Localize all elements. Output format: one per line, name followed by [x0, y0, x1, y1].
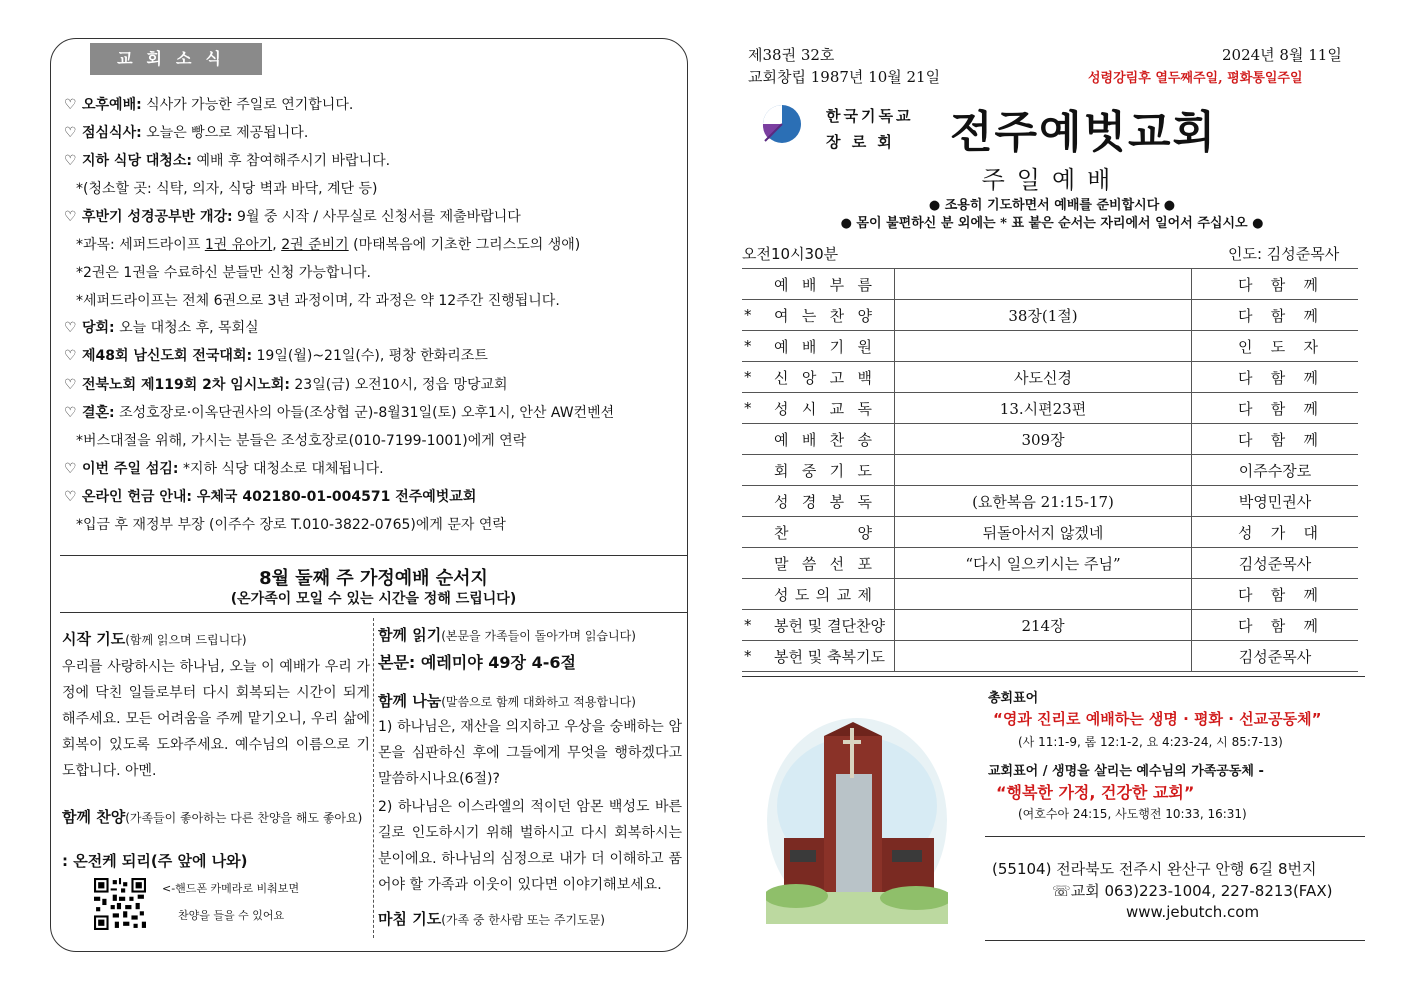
order-star: [742, 486, 760, 517]
share-title: 함께 나눔: [378, 692, 442, 710]
order-star: *: [742, 300, 760, 331]
order-item-char: 예: [774, 337, 789, 356]
order-who-cell: [1192, 455, 1359, 486]
order-item-char: 교: [829, 399, 845, 418]
order-star: *: [742, 393, 760, 424]
order-item-char: 양: [857, 523, 872, 542]
order-who-cell: [1192, 548, 1359, 579]
share-question-1: 1) 하나님은, 재산을 의지하고 우상을 숭배하는 암몬을 심판하신 후에 그들에게 무엇을 행하겠다고 말씀하시나요(6절)?: [378, 719, 682, 787]
order-row: [742, 331, 1358, 362]
news-item-label: 이번 주일 섬김:: [82, 461, 179, 477]
order-who-char: 다: [1238, 275, 1253, 294]
order-item-char: 제: [857, 585, 872, 604]
order-item-char: 의: [815, 585, 831, 604]
divider: [985, 940, 1365, 941]
order-item-name: [760, 491, 894, 512]
order-content: [895, 641, 1192, 672]
order-who-char: 가: [1270, 523, 1286, 542]
order-content: 309장: [895, 424, 1192, 455]
hymn-heading: [62, 804, 370, 831]
news-item-text: *지하 식당 대청소로 대체됩니다.: [178, 461, 384, 477]
order-star: [742, 424, 760, 455]
order-who-char: 함: [1270, 368, 1286, 387]
news-item-text: 예배 후 참여해주시기 바랍니다.: [192, 153, 391, 169]
order-of-service-table: [742, 268, 1358, 672]
church-motto-reference: (여호수아 24:15, 사도행전 10:33, 16:31): [1018, 807, 1247, 821]
order-who: [1192, 615, 1358, 636]
reading-heading: [378, 622, 682, 649]
service-leader: 인도: 김성준목사: [1228, 245, 1340, 263]
order-item-name: [760, 460, 894, 481]
order-item-char: 성: [774, 492, 789, 511]
order-content: 214장: [895, 610, 1192, 641]
order-item-char: 백: [857, 368, 872, 387]
news-sub-text: (마태복음에 기초한 그리스도의 생애): [348, 237, 581, 253]
order-who-char: 께: [1303, 399, 1318, 418]
order-row: [742, 610, 1358, 641]
denomination-name: [826, 103, 913, 155]
order-row: [742, 579, 1358, 610]
news-sub-text: ,: [272, 237, 282, 253]
order-item-char: 는: [801, 306, 817, 325]
news-item-label: 오후예배:: [82, 97, 142, 113]
news-item: [76, 290, 560, 310]
order-who: [1192, 584, 1358, 605]
order-who-char: 다: [1238, 368, 1253, 387]
denomination-logo-icon: [761, 103, 803, 145]
order-row: [742, 641, 1358, 672]
order-item-char: 배: [801, 430, 817, 449]
news-item-label: 제48회 남신도회 전국대회:: [82, 348, 253, 364]
bulletin-date: 2024년 8월 11일: [1222, 46, 1342, 64]
general-motto: “영과 진리로 예배하는 생명 · 평화 · 선교공동체”: [993, 710, 1322, 728]
divider: [742, 676, 1365, 677]
heart-icon: ♡: [64, 209, 77, 225]
news-item: [64, 206, 521, 226]
order-who-char: 다: [1238, 430, 1253, 449]
qr-note-1: <-핸드폰 카메라로 비춰보면: [162, 882, 300, 895]
order-item-char: 앙: [801, 368, 817, 387]
share-note: (말씀으로 함께 대화하고 적용합니다): [441, 695, 636, 709]
order-who: [1192, 367, 1358, 388]
column-divider: [373, 618, 374, 938]
order-who-cell: [1192, 517, 1359, 548]
order-who-cell: [1192, 486, 1359, 517]
order-who-cell: [1192, 331, 1359, 362]
order-item-cell: [760, 331, 895, 362]
order-item-char: 양: [857, 306, 872, 325]
volume-number: 제38권 32호: [748, 46, 835, 64]
order-who: 이주수장로: [1238, 461, 1312, 480]
news-item-text: 9월 중 시작 / 사무실로 신청서를 제출바랍니다: [232, 209, 521, 225]
news-item: [64, 458, 384, 478]
news-item: [64, 345, 488, 365]
news-item: [64, 402, 614, 422]
order-item-char: 독: [857, 492, 872, 511]
heart-icon: ♡: [64, 97, 77, 113]
church-website[interactable]: www.jebutch.com: [1126, 903, 1260, 921]
heart-icon: ♡: [64, 153, 77, 169]
news-item: [76, 234, 580, 254]
heart-icon: ♡: [64, 377, 77, 393]
general-motto-label: 총회표어: [988, 691, 1039, 706]
order-item-cell: [760, 269, 895, 300]
order-who-char: 인: [1238, 337, 1253, 356]
order-item-char: 도: [794, 585, 810, 604]
order-star: [742, 579, 760, 610]
order-item-cell: [760, 393, 895, 424]
order-row: [742, 269, 1358, 300]
founded-date: 교회창립 1987년 10월 21일: [748, 68, 941, 86]
order-item-name: 봉헌 및 축복기도: [774, 647, 885, 666]
share-question-2: 2) 하나님은 이스라엘의 적이던 암몬 백성도 바른 길로 인도하시기 위해 벌하시고 다시 회복하시는 분이에요. 하나님의 심정으로 내가 더 이해하고 품어야 할 가족과 이웃이 있다면 이야기해보세요.: [378, 799, 682, 893]
order-who-char: 께: [1303, 275, 1318, 294]
order-item-cell: [760, 300, 895, 331]
liturgical-sunday: 성령강림후 열두째주일, 평화통일주일: [1088, 71, 1303, 86]
order-who: [1192, 429, 1358, 450]
order-who-char: 께: [1303, 430, 1318, 449]
order-item-name: [760, 367, 894, 388]
order-row: [742, 424, 1358, 455]
order-item-name: [760, 305, 894, 326]
order-who-cell: [1192, 362, 1359, 393]
order-who-cell: [1192, 424, 1359, 455]
order-item-char: 여: [774, 306, 789, 325]
order-item-char: 포: [857, 554, 872, 573]
order-item-name: [760, 522, 894, 543]
news-item: [76, 262, 371, 282]
order-row: [742, 455, 1358, 486]
order-row: [742, 517, 1358, 548]
order-star: [742, 548, 760, 579]
reading-title: 함께 읽기: [378, 626, 442, 644]
order-content: 사도신경: [895, 362, 1192, 393]
order-item-char: 말: [774, 554, 789, 573]
order-item-char: 씀: [801, 554, 817, 573]
heart-icon: ♡: [64, 348, 77, 364]
order-who-char: 함: [1270, 430, 1286, 449]
news-sub-text: *2권은 1권을 수료하신 분들만 신청 가능합니다.: [76, 265, 371, 281]
order-item-char: 찬: [829, 306, 845, 325]
news-item-label: 전북노회 제119회 2차 임시노회:: [82, 377, 290, 393]
order-item-char: 기: [829, 337, 845, 356]
order-item-char: 고: [829, 368, 845, 387]
order-content: 13.시편23편: [895, 393, 1192, 424]
notice-prepare: ● 조용히 기도하면서 예배를 준비합시다 ●: [928, 198, 1176, 213]
news-item-text: 식사가 가능한 주일로 연기합니다.: [141, 97, 354, 113]
church-building-photo: [766, 716, 948, 924]
heart-icon: ♡: [64, 125, 77, 141]
order-who-cell: [1192, 610, 1359, 641]
denomination-line-2: 장 로 회: [826, 133, 895, 151]
order-item-name: [760, 336, 894, 357]
divider: [60, 612, 687, 613]
hymn-name: : 온전케 되리(주 앞에 나와): [62, 852, 248, 870]
order-who-char: 함: [1270, 275, 1286, 294]
order-item-char: 교: [836, 585, 852, 604]
order-item-char: 찬: [829, 430, 845, 449]
order-who: [1192, 336, 1358, 357]
order-who-char: 께: [1303, 616, 1318, 635]
news-item-text: 조성호장로·이옥단권사의 아들(조상협 군)-8월31일(토) 오후1시, 안산 AW컨벤션: [114, 405, 615, 421]
order-who-char: 함: [1270, 585, 1286, 604]
closing-title: 마침 기도: [378, 910, 442, 928]
order-star: *: [742, 362, 760, 393]
order-row: [742, 300, 1358, 331]
order-who: 박영민권사: [1238, 492, 1312, 511]
order-item-cell: [760, 455, 895, 486]
church-news-header: 교회소식: [90, 43, 262, 75]
order-item-cell: [760, 610, 895, 641]
reading-text: 본문: 예레미야 49장 4-6절: [378, 653, 576, 672]
heart-icon: ♡: [64, 405, 77, 421]
news-item: [76, 178, 378, 198]
service-time: 오전10시30분: [742, 245, 839, 263]
church-motto: “행복한 가정, 건강한 교회”: [996, 783, 1195, 802]
order-item-char: 배: [801, 275, 817, 294]
order-who-char: 다: [1238, 399, 1253, 418]
news-item-label: 결혼:: [82, 405, 115, 421]
order-who-char: 대: [1303, 523, 1318, 542]
home-worship-title: 8월 둘째 주 가정예배 순서지: [259, 568, 488, 589]
order-who: 김성준목사: [1238, 554, 1312, 573]
order-item-char: 신: [774, 368, 789, 387]
order-who-char: 자: [1303, 337, 1318, 356]
denomination-line-1: 한국기독교: [826, 107, 914, 125]
service-title: 주일예배: [981, 166, 1123, 194]
opening-prayer-note: (함께 읽으며 드립니다): [125, 633, 247, 647]
order-item-cell: [760, 641, 895, 672]
hymn-note: (가족들이 좋아하는 다른 찬양을 해도 좋아요): [125, 811, 363, 825]
news-sub-text: *과목: 세퍼드라이프: [76, 237, 205, 253]
news-sub-text: *버스대절을 위해, 가시는 분들은 조성호장로(010-7199-1001)에게 연락: [76, 433, 527, 449]
qr-code[interactable]: [94, 878, 146, 930]
news-item-label: 온라인 헌금 안내: 우체국 402180-01-004571 전주예벗교회: [82, 489, 477, 505]
order-who-char: 다: [1238, 616, 1253, 635]
order-row: [742, 486, 1358, 517]
news-item-label: 당회:: [82, 320, 115, 336]
order-who-char: 성: [1238, 523, 1253, 542]
news-item: [76, 430, 526, 450]
course-book-1: 1권 유아기: [204, 237, 273, 253]
order-who-char: 함: [1270, 399, 1286, 418]
order-item-char: 봉: [829, 492, 845, 511]
hymn-title: 함께 찬양: [62, 808, 126, 826]
order-item-char: 기: [829, 461, 845, 480]
news-item-label: 후반기 성경공부반 개강:: [82, 209, 233, 225]
news-item: [64, 94, 353, 114]
order-who: [1192, 305, 1358, 326]
order-item-name: [760, 584, 894, 605]
heart-icon: ♡: [64, 461, 77, 477]
order-item-cell: [760, 486, 895, 517]
news-sub-text: *(청소할 곳: 식탁, 의자, 식당 벽과 바닥, 계단 등): [76, 181, 378, 197]
share-heading: [378, 688, 682, 715]
order-who-char: 다: [1238, 306, 1253, 325]
order-item-name: [760, 398, 894, 419]
opening-prayer-title: 시작 기도: [62, 630, 126, 648]
order-who-char: 함: [1270, 616, 1286, 635]
order-star: [742, 517, 760, 548]
order-star: *: [742, 610, 760, 641]
divider: [60, 555, 687, 556]
order-item-char: 예: [774, 430, 789, 449]
order-item-cell: [760, 362, 895, 393]
church-name: 전주예벗교회: [950, 107, 1218, 158]
news-item: [64, 317, 259, 337]
home-worship-subtitle: (온가족이 모일 수 있는 시간을 정해 드립니다): [230, 591, 517, 607]
order-star: *: [742, 641, 760, 672]
qr-note-2: 찬양을 들을 수 있어요: [178, 909, 285, 922]
news-item-text: 오늘 대청소 후, 목회실: [114, 320, 259, 336]
general-motto-reference: (사 11:1-9, 롬 12:1-2, 요 4:23-24, 시 85:7-13): [1018, 735, 1283, 749]
course-book-2: 2권 준비기: [281, 237, 349, 253]
order-content: [895, 455, 1192, 486]
church-phone: ☏교회 063)223-1004, 227-8213(FAX): [1052, 882, 1333, 900]
order-item-char: 도: [857, 461, 872, 480]
news-item: [64, 486, 476, 506]
order-content: (요한복음 21:15-17): [895, 486, 1192, 517]
news-item-label: 지하 식당 대청소:: [82, 153, 193, 169]
opening-prayer-text: 우리를 사랑하시는 하나님, 오늘 이 예배가 우리 가정에 닥친 일들로부터 다시 회복되는 시간이 되게 해주세요. 모든 어려움을 주께 맡기오니, 우리 삶에 회복이 있도록 도와주세요. 예수님의 이름으로 기도합니다. 아멘.: [62, 659, 370, 779]
order-who-char: 도: [1270, 337, 1286, 356]
order-who-char: 함: [1270, 306, 1286, 325]
order-who-char: 께: [1303, 306, 1318, 325]
order-item-name: 봉헌 및 결단찬양: [774, 616, 885, 635]
order-content: [895, 331, 1192, 362]
order-item-char: 름: [857, 275, 872, 294]
order-item-char: 원: [857, 337, 872, 356]
news-item: [64, 374, 508, 394]
order-who-char: 다: [1238, 585, 1253, 604]
opening-prayer-heading: [62, 626, 370, 653]
order-content: “다시 일으키시는 주님”: [895, 548, 1192, 579]
order-item-name: [760, 429, 894, 450]
news-item: [76, 514, 506, 534]
order-item-char: 부: [829, 275, 845, 294]
divider: [985, 836, 1365, 837]
closing-note: (가족 중 한사람 또는 주기도문): [441, 913, 605, 927]
order-item-char: 회: [774, 461, 789, 480]
order-who: [1192, 398, 1358, 419]
order-who-char: 께: [1303, 585, 1318, 604]
order-row: [742, 393, 1358, 424]
order-item-cell: [760, 517, 895, 548]
closing-heading: [378, 906, 682, 933]
order-item-char: 성: [774, 399, 789, 418]
order-who-cell: [1192, 641, 1359, 672]
order-item-char: 성: [774, 585, 789, 604]
order-star: [742, 455, 760, 486]
order-item-char: 찬: [774, 523, 789, 542]
order-item-char: 송: [857, 430, 872, 449]
order-who: 김성준목사: [1238, 647, 1312, 666]
news-item: [64, 122, 308, 142]
order-star: *: [742, 331, 760, 362]
order-item-char: 중: [801, 461, 817, 480]
church-address: (55104) 전라북도 전주시 완산구 안행 6길 8번지: [992, 860, 1317, 878]
news-sub-text: *입금 후 재정부 부장 (이주수 장로 T.010-3822-0765)에게 문자 연락: [76, 517, 506, 533]
notice-stand: ● 몸이 불편하신 분 외에는 * 표 붙은 순서는 자리에서 일어서 주십시오 ●: [840, 216, 1264, 231]
news-item-text: 오늘은 빵으로 제공됩니다.: [141, 125, 309, 141]
order-item-char: 예: [774, 275, 789, 294]
order-who-cell: [1192, 579, 1359, 610]
order-item-name: [760, 553, 894, 574]
order-item-char: 경: [801, 492, 817, 511]
news-item-label: 점심식사:: [82, 125, 142, 141]
church-motto-label: 교회표어 / 생명을 살리는 예수님의 가족공동체 -: [988, 764, 1264, 779]
news-item-text: 23일(금) 오전10시, 정읍 망당교회: [289, 377, 508, 393]
news-sub-text: *세퍼드라이프는 전체 6권으로 3년 과정이며, 각 과정은 약 12주간 진행됩니다.: [76, 293, 560, 309]
order-content: 뒤돌아서지 않겠네: [895, 517, 1192, 548]
order-who: [1192, 522, 1358, 543]
order-who: [1192, 274, 1358, 295]
order-item-cell: [760, 579, 895, 610]
order-item-char: 독: [857, 399, 872, 418]
heart-icon: ♡: [64, 320, 77, 336]
order-content: [895, 269, 1192, 300]
order-item-cell: [760, 424, 895, 455]
order-star: [742, 269, 760, 300]
reading-note: (본문을 가족들이 돌아가며 읽습니다): [441, 629, 636, 643]
order-item-char: 배: [801, 337, 817, 356]
order-item-char: 시: [801, 399, 817, 418]
order-row: [742, 548, 1358, 579]
order-item-name: [760, 274, 894, 295]
order-who-cell: [1192, 393, 1359, 424]
order-item-char: 선: [829, 554, 845, 573]
order-who-char: 께: [1303, 368, 1318, 387]
order-item-cell: [760, 548, 895, 579]
order-content: [895, 579, 1192, 610]
news-item-text: 19일(월)~21일(수), 평창 한화리조트: [252, 348, 488, 364]
order-content: 38장(1절): [895, 300, 1192, 331]
heart-icon: ♡: [64, 489, 77, 505]
order-who-cell: [1192, 269, 1359, 300]
order-who-cell: [1192, 300, 1359, 331]
news-item: [64, 150, 390, 170]
order-row: [742, 362, 1358, 393]
